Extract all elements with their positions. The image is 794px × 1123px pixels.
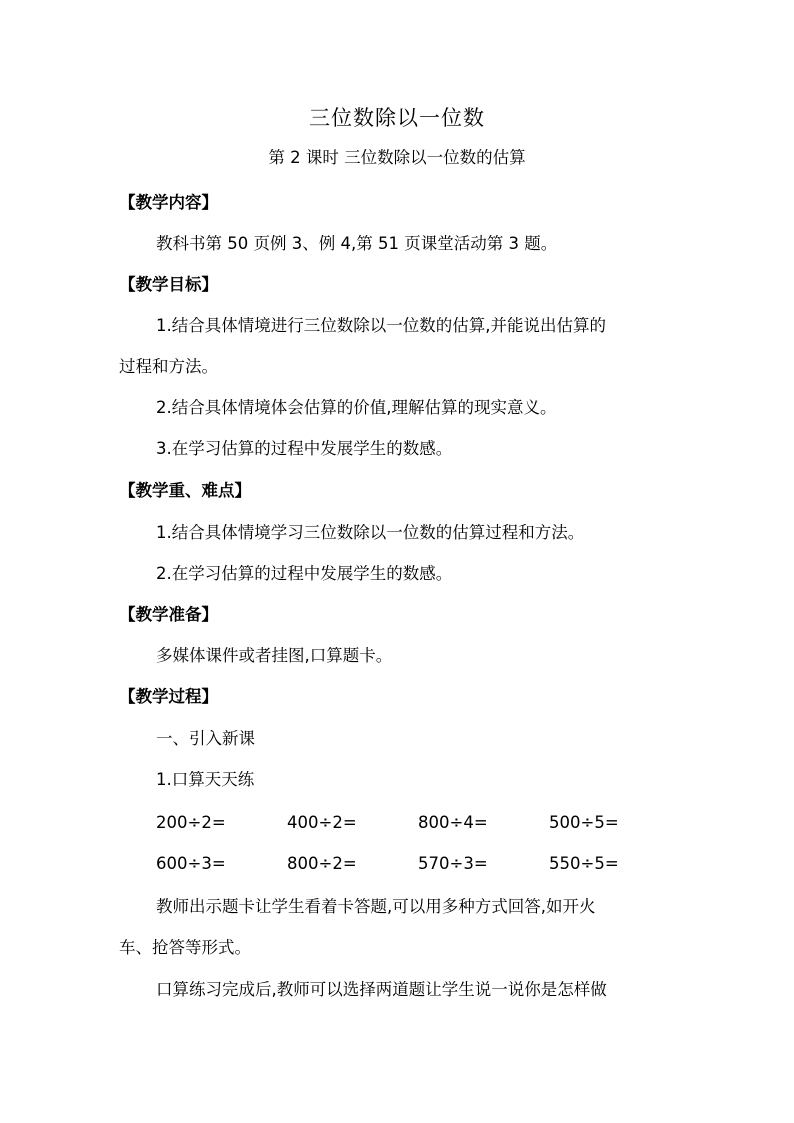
key-point-1: 1.结合具体情境学习三位数除以一位数的估算过程和方法。 <box>156 523 585 542</box>
paragraph-1-line-2: 车、抢答等形式。 <box>119 938 251 957</box>
teaching-content-text: 教科书第 50 页例 3、例 4,第 51 页课堂活动第 3 题。 <box>156 234 558 253</box>
problem: 570÷3= <box>418 854 488 873</box>
goal-3: 3.在学习估算的过程中发展学生的数感。 <box>156 439 453 458</box>
document-title: 三位数除以一位数 <box>309 106 485 130</box>
lesson-subtitle: 第 2 课时 三位数除以一位数的估算 <box>268 148 526 167</box>
problem: 200÷2= <box>156 813 226 832</box>
problem: 800÷2= <box>287 854 357 873</box>
goal-1-line-2: 过程和方法。 <box>119 357 218 376</box>
problem: 500÷5= <box>549 813 619 832</box>
problem: 600÷3= <box>156 854 226 873</box>
heading-teaching-goals: 【教学目标】 <box>119 275 218 294</box>
problems-row-1 <box>156 808 676 838</box>
goal-2: 2.结合具体情境体会估算的价值,理解估算的现实意义。 <box>156 398 557 417</box>
key-point-2: 2.在学习估算的过程中发展学生的数感。 <box>156 564 453 583</box>
problem: 400÷2= <box>287 813 357 832</box>
heading-teaching-process: 【教学过程】 <box>119 687 218 706</box>
problem: 800÷4= <box>418 813 488 832</box>
preparation-text: 多媒体课件或者挂图,口算题卡。 <box>156 646 393 665</box>
paragraph-1-line-1: 教师出示题卡让学生看着卡答题,可以用多种方式回答,如开火 <box>156 897 596 916</box>
part-1-title: 一、引入新课 <box>156 729 255 748</box>
problems-row-2 <box>156 849 676 879</box>
heading-key-points: 【教学重、难点】 <box>119 481 251 500</box>
problem: 550÷5= <box>549 854 619 873</box>
paragraph-2-line-1: 口算练习完成后,教师可以选择两道题让学生说一说你是怎样做 <box>156 980 607 999</box>
heading-preparation: 【教学准备】 <box>119 605 218 624</box>
goal-1-line-1: 1.结合具体情境进行三位数除以一位数的估算,并能说出估算的 <box>156 316 606 335</box>
heading-teaching-content: 【教学内容】 <box>119 193 218 212</box>
step-1-title: 1.口算天天练 <box>156 770 255 789</box>
